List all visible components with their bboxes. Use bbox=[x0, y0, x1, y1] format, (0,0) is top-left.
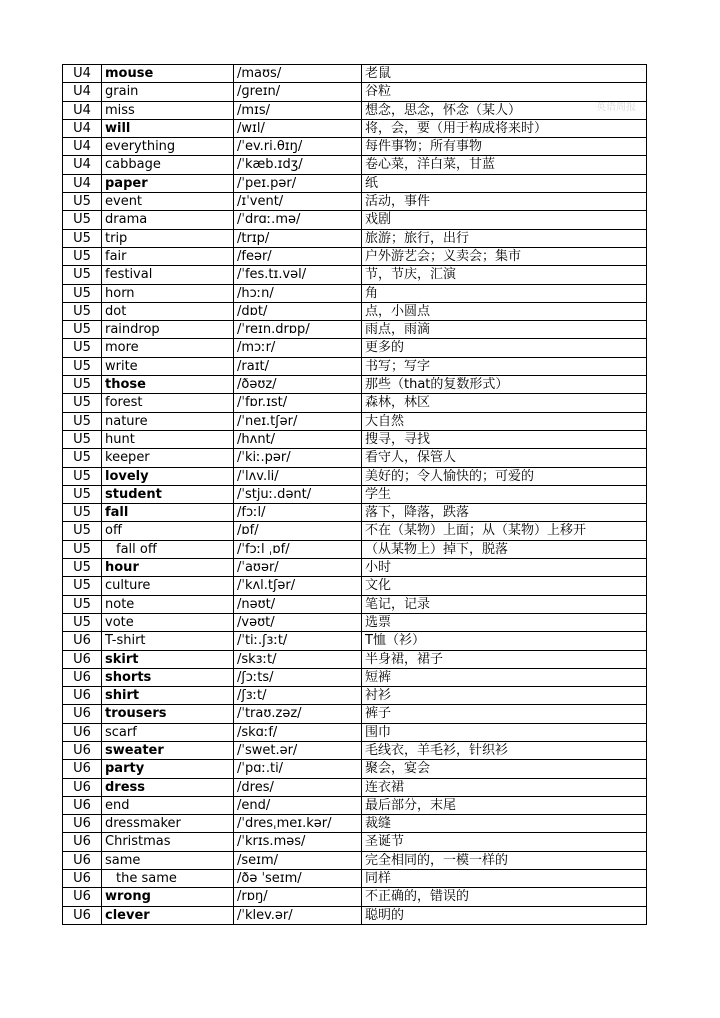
word-cell: culture bbox=[102, 577, 234, 595]
meaning-cell: 连衣裙 bbox=[362, 778, 647, 796]
unit-cell: U5 bbox=[63, 504, 102, 522]
word-cell: wrong bbox=[102, 888, 234, 906]
table-row bbox=[63, 339, 647, 357]
meaning-cell: 雨点，雨滴 bbox=[362, 321, 647, 339]
word-cell: vote bbox=[102, 613, 234, 631]
meaning-cell: 衬衫 bbox=[362, 687, 647, 705]
word-cell: sweater bbox=[102, 741, 234, 759]
meaning-cell: 户外游艺会；义卖会；集市 bbox=[362, 247, 647, 265]
meaning-cell: 聚会，宴会 bbox=[362, 760, 647, 778]
table-row bbox=[63, 577, 647, 595]
table-row bbox=[63, 668, 647, 686]
word-cell: hunt bbox=[102, 430, 234, 448]
phonetic-cell: /feər/ bbox=[234, 247, 362, 265]
phonetic-cell: /ˈswet.ər/ bbox=[234, 741, 362, 759]
unit-cell: U5 bbox=[63, 247, 102, 265]
word-cell: shorts bbox=[102, 668, 234, 686]
table-row bbox=[63, 467, 647, 485]
word-cell: same bbox=[102, 851, 234, 869]
unit-cell: U5 bbox=[63, 302, 102, 320]
unit-cell: U5 bbox=[63, 284, 102, 302]
word-cell: dot bbox=[102, 302, 234, 320]
meaning-cell: 活动，事件 bbox=[362, 193, 647, 211]
meaning-cell: 搜寻，寻找 bbox=[362, 430, 647, 448]
word-cell: forest bbox=[102, 394, 234, 412]
table-row bbox=[63, 156, 647, 174]
phonetic-cell: /ˈkæb.ɪdʒ/ bbox=[234, 156, 362, 174]
word-cell: scarf bbox=[102, 723, 234, 741]
word-cell: mouse bbox=[102, 65, 234, 83]
word-cell: fall off bbox=[102, 540, 234, 558]
unit-cell: U5 bbox=[63, 266, 102, 284]
meaning-cell: 毛线衣，羊毛衫，针织衫 bbox=[362, 741, 647, 759]
table-row bbox=[63, 815, 647, 833]
phonetic-cell: /trɪp/ bbox=[234, 229, 362, 247]
unit-cell: U6 bbox=[63, 888, 102, 906]
meaning-cell: 圣诞节 bbox=[362, 833, 647, 851]
table-row bbox=[63, 888, 647, 906]
unit-cell: U6 bbox=[63, 906, 102, 924]
unit-cell: U6 bbox=[63, 778, 102, 796]
word-cell: trip bbox=[102, 229, 234, 247]
phonetic-cell: /seɪm/ bbox=[234, 851, 362, 869]
word-cell: nature bbox=[102, 412, 234, 430]
phonetic-cell: /fɔːl/ bbox=[234, 504, 362, 522]
phonetic-cell: /ˈreɪn.drɒp/ bbox=[234, 321, 362, 339]
phonetic-cell: /nəʊt/ bbox=[234, 595, 362, 613]
table-row bbox=[63, 522, 647, 540]
phonetic-cell: /ˈev.ri.θɪŋ/ bbox=[234, 138, 362, 156]
unit-cell: U6 bbox=[63, 760, 102, 778]
phonetic-cell: /hʌnt/ bbox=[234, 430, 362, 448]
table-row bbox=[63, 705, 647, 723]
phonetic-cell: /maʊs/ bbox=[234, 65, 362, 83]
phonetic-cell: /ˈfes.tɪ.vəl/ bbox=[234, 266, 362, 284]
meaning-cell: 那些（that的复数形式） bbox=[362, 376, 647, 394]
table-row bbox=[63, 430, 647, 448]
unit-cell: U6 bbox=[63, 833, 102, 851]
unit-cell: U5 bbox=[63, 412, 102, 430]
unit-cell: U5 bbox=[63, 449, 102, 467]
table-row bbox=[63, 357, 647, 375]
phonetic-cell: /ˈaʊər/ bbox=[234, 559, 362, 577]
word-cell: write bbox=[102, 357, 234, 375]
phonetic-cell: /wɪl/ bbox=[234, 119, 362, 137]
meaning-cell: 森林，林区 bbox=[362, 394, 647, 412]
table-row bbox=[63, 595, 647, 613]
unit-cell: U5 bbox=[63, 559, 102, 577]
phonetic-cell: /ˈdresˌmeɪ.kər/ bbox=[234, 815, 362, 833]
meaning-cell: 看守人，保管人 bbox=[362, 449, 647, 467]
word-cell: dressmaker bbox=[102, 815, 234, 833]
phonetic-cell: /dɒt/ bbox=[234, 302, 362, 320]
table-row bbox=[63, 449, 647, 467]
phonetic-cell: /ɒf/ bbox=[234, 522, 362, 540]
phonetic-cell: /ˈpɑː.ti/ bbox=[234, 760, 362, 778]
unit-cell: U6 bbox=[63, 741, 102, 759]
phonetic-cell: /ðə ˈseɪm/ bbox=[234, 870, 362, 888]
phonetic-cell: /ʃɜːt/ bbox=[234, 687, 362, 705]
meaning-cell: 书写；写字 bbox=[362, 357, 647, 375]
meaning-cell: （从某物上）掉下，脱落 bbox=[362, 540, 647, 558]
meaning-cell: 围巾 bbox=[362, 723, 647, 741]
table-row bbox=[63, 723, 647, 741]
meaning-cell: 半身裙，裙子 bbox=[362, 650, 647, 668]
unit-cell: U5 bbox=[63, 540, 102, 558]
meaning-cell: 纸 bbox=[362, 174, 647, 192]
meaning-cell: 同样 bbox=[362, 870, 647, 888]
vocabulary-table bbox=[62, 64, 647, 925]
unit-cell: U5 bbox=[63, 211, 102, 229]
table-row bbox=[63, 394, 647, 412]
word-cell: cabbage bbox=[102, 156, 234, 174]
unit-cell: U5 bbox=[63, 229, 102, 247]
phonetic-cell: /ðəʊz/ bbox=[234, 376, 362, 394]
meaning-cell: 想念，思念，怀念（某人） bbox=[362, 101, 647, 119]
phonetic-cell: /ʃɔːts/ bbox=[234, 668, 362, 686]
word-cell: lovely bbox=[102, 467, 234, 485]
meaning-cell: 文化 bbox=[362, 577, 647, 595]
table-row bbox=[63, 211, 647, 229]
word-cell: party bbox=[102, 760, 234, 778]
word-cell: keeper bbox=[102, 449, 234, 467]
word-cell: off bbox=[102, 522, 234, 540]
phonetic-cell: /end/ bbox=[234, 796, 362, 814]
phonetic-cell: /dres/ bbox=[234, 778, 362, 796]
table-row bbox=[63, 266, 647, 284]
phonetic-cell: /vəʊt/ bbox=[234, 613, 362, 631]
table-row bbox=[63, 65, 647, 83]
meaning-cell: 学生 bbox=[362, 485, 647, 503]
unit-cell: U5 bbox=[63, 577, 102, 595]
unit-cell: U4 bbox=[63, 138, 102, 156]
unit-cell: U5 bbox=[63, 467, 102, 485]
meaning-cell: 不正确的，错误的 bbox=[362, 888, 647, 906]
phonetic-cell: /raɪt/ bbox=[234, 357, 362, 375]
phonetic-cell: /ˈkrɪs.məs/ bbox=[234, 833, 362, 851]
table-row bbox=[63, 101, 647, 119]
word-cell: shirt bbox=[102, 687, 234, 705]
meaning-cell: 点，小圆点 bbox=[362, 302, 647, 320]
word-cell: hour bbox=[102, 559, 234, 577]
phonetic-cell: /ˈkiː.pər/ bbox=[234, 449, 362, 467]
unit-cell: U5 bbox=[63, 321, 102, 339]
phonetic-cell: /skɑːf/ bbox=[234, 723, 362, 741]
unit-cell: U5 bbox=[63, 394, 102, 412]
table-row bbox=[63, 687, 647, 705]
table-row bbox=[63, 906, 647, 924]
word-cell: those bbox=[102, 376, 234, 394]
table-row bbox=[63, 851, 647, 869]
word-cell: fall bbox=[102, 504, 234, 522]
phonetic-cell: /mɪs/ bbox=[234, 101, 362, 119]
meaning-cell: 小时 bbox=[362, 559, 647, 577]
word-cell: the same bbox=[102, 870, 234, 888]
table-row bbox=[63, 833, 647, 851]
word-cell: event bbox=[102, 193, 234, 211]
word-cell: skirt bbox=[102, 650, 234, 668]
phonetic-cell: /ɡreɪn/ bbox=[234, 83, 362, 101]
table-row bbox=[63, 870, 647, 888]
unit-cell: U5 bbox=[63, 430, 102, 448]
phonetic-cell: /ˈkʌl.tʃər/ bbox=[234, 577, 362, 595]
unit-cell: U4 bbox=[63, 174, 102, 192]
meaning-cell: 裁缝 bbox=[362, 815, 647, 833]
phonetic-cell: /ˈdrɑː.mə/ bbox=[234, 211, 362, 229]
phonetic-cell: /ˈtiː.ʃɜːt/ bbox=[234, 632, 362, 650]
phonetic-cell: /ˈtraʊ.zəz/ bbox=[234, 705, 362, 723]
unit-cell: U6 bbox=[63, 632, 102, 650]
phonetic-cell: /ˈfɒr.ɪst/ bbox=[234, 394, 362, 412]
unit-cell: U5 bbox=[63, 613, 102, 631]
word-cell: trousers bbox=[102, 705, 234, 723]
table-row bbox=[63, 376, 647, 394]
meaning-cell: 卷心菜，洋白菜，甘蓝 bbox=[362, 156, 647, 174]
word-cell: festival bbox=[102, 266, 234, 284]
meaning-cell: 短裤 bbox=[362, 668, 647, 686]
unit-cell: U6 bbox=[63, 650, 102, 668]
table-row bbox=[63, 83, 647, 101]
word-cell: more bbox=[102, 339, 234, 357]
table-row bbox=[63, 650, 647, 668]
word-cell: raindrop bbox=[102, 321, 234, 339]
meaning-cell: 将，会，要（用于构成将来时） bbox=[362, 119, 647, 137]
phonetic-cell: /ˈlʌv.li/ bbox=[234, 467, 362, 485]
table-row bbox=[63, 247, 647, 265]
word-cell: T-shirt bbox=[102, 632, 234, 650]
table-row bbox=[63, 284, 647, 302]
word-cell: will bbox=[102, 119, 234, 137]
table-row bbox=[63, 302, 647, 320]
meaning-cell: 最后部分，末尾 bbox=[362, 796, 647, 814]
phonetic-cell: /ˈneɪ.tʃər/ bbox=[234, 412, 362, 430]
phonetic-cell: /hɔːn/ bbox=[234, 284, 362, 302]
table-row bbox=[63, 760, 647, 778]
phonetic-cell: /rɒŋ/ bbox=[234, 888, 362, 906]
unit-cell: U4 bbox=[63, 83, 102, 101]
word-cell: note bbox=[102, 595, 234, 613]
phonetic-cell: /skɜːt/ bbox=[234, 650, 362, 668]
table-row bbox=[63, 613, 647, 631]
word-cell: end bbox=[102, 796, 234, 814]
word-cell: everything bbox=[102, 138, 234, 156]
phonetic-cell: /ˈstjuː.dənt/ bbox=[234, 485, 362, 503]
word-cell: paper bbox=[102, 174, 234, 192]
unit-cell: U5 bbox=[63, 522, 102, 540]
table-row bbox=[63, 504, 647, 522]
meaning-cell: 裤子 bbox=[362, 705, 647, 723]
unit-cell: U5 bbox=[63, 376, 102, 394]
table-row bbox=[63, 119, 647, 137]
word-cell: drama bbox=[102, 211, 234, 229]
phonetic-cell: /ˈklev.ər/ bbox=[234, 906, 362, 924]
phonetic-cell: /ˈpeɪ.pər/ bbox=[234, 174, 362, 192]
table-row bbox=[63, 229, 647, 247]
meaning-cell: 角 bbox=[362, 284, 647, 302]
table-row bbox=[63, 559, 647, 577]
table-row bbox=[63, 741, 647, 759]
phonetic-cell: /ɪˈvent/ bbox=[234, 193, 362, 211]
meaning-cell: T恤（衫） bbox=[362, 632, 647, 650]
meaning-cell: 完全相同的，一模一样的 bbox=[362, 851, 647, 869]
word-cell: clever bbox=[102, 906, 234, 924]
word-cell: dress bbox=[102, 778, 234, 796]
meaning-cell: 大自然 bbox=[362, 412, 647, 430]
meaning-cell: 选票 bbox=[362, 613, 647, 631]
word-cell: miss bbox=[102, 101, 234, 119]
table-row bbox=[63, 174, 647, 192]
table-row bbox=[63, 796, 647, 814]
meaning-cell: 老鼠 bbox=[362, 65, 647, 83]
unit-cell: U4 bbox=[63, 65, 102, 83]
unit-cell: U6 bbox=[63, 870, 102, 888]
unit-cell: U5 bbox=[63, 339, 102, 357]
unit-cell: U6 bbox=[63, 815, 102, 833]
unit-cell: U5 bbox=[63, 485, 102, 503]
table-row bbox=[63, 632, 647, 650]
meaning-cell: 更多的 bbox=[362, 339, 647, 357]
table-row bbox=[63, 778, 647, 796]
unit-cell: U4 bbox=[63, 119, 102, 137]
word-cell: student bbox=[102, 485, 234, 503]
phonetic-cell: /mɔːr/ bbox=[234, 339, 362, 357]
word-cell: Christmas bbox=[102, 833, 234, 851]
meaning-cell: 落下，降落，跌落 bbox=[362, 504, 647, 522]
word-cell: horn bbox=[102, 284, 234, 302]
unit-cell: U6 bbox=[63, 851, 102, 869]
meaning-cell: 节，节庆，汇演 bbox=[362, 266, 647, 284]
meaning-cell: 聪明的 bbox=[362, 906, 647, 924]
unit-cell: U5 bbox=[63, 193, 102, 211]
unit-cell: U6 bbox=[63, 796, 102, 814]
watermark: 英语周报 bbox=[596, 102, 636, 113]
meaning-cell: 每件事物；所有事物 bbox=[362, 138, 647, 156]
table-row bbox=[63, 193, 647, 211]
table-row bbox=[63, 412, 647, 430]
table-row bbox=[63, 138, 647, 156]
unit-cell: U4 bbox=[63, 101, 102, 119]
table-row bbox=[63, 321, 647, 339]
meaning-cell: 不在（某物）上面；从（某物）上移开 bbox=[362, 522, 647, 540]
meaning-cell: 美好的；令人愉快的；可爱的 bbox=[362, 467, 647, 485]
unit-cell: U6 bbox=[63, 705, 102, 723]
unit-cell: U5 bbox=[63, 595, 102, 613]
word-cell: grain bbox=[102, 83, 234, 101]
phonetic-cell: /ˈfɔːl ˌɒf/ bbox=[234, 540, 362, 558]
unit-cell: U4 bbox=[63, 156, 102, 174]
meaning-cell: 谷粒 bbox=[362, 83, 647, 101]
vocabulary-table-body bbox=[63, 65, 647, 925]
unit-cell: U6 bbox=[63, 723, 102, 741]
unit-cell: U6 bbox=[63, 687, 102, 705]
meaning-cell: 戏剧 bbox=[362, 211, 647, 229]
table-row bbox=[63, 485, 647, 503]
word-cell: fair bbox=[102, 247, 234, 265]
table-row bbox=[63, 540, 647, 558]
unit-cell: U6 bbox=[63, 668, 102, 686]
unit-cell: U5 bbox=[63, 357, 102, 375]
meaning-cell: 旅游；旅行，出行 bbox=[362, 229, 647, 247]
meaning-cell: 笔记，记录 bbox=[362, 595, 647, 613]
